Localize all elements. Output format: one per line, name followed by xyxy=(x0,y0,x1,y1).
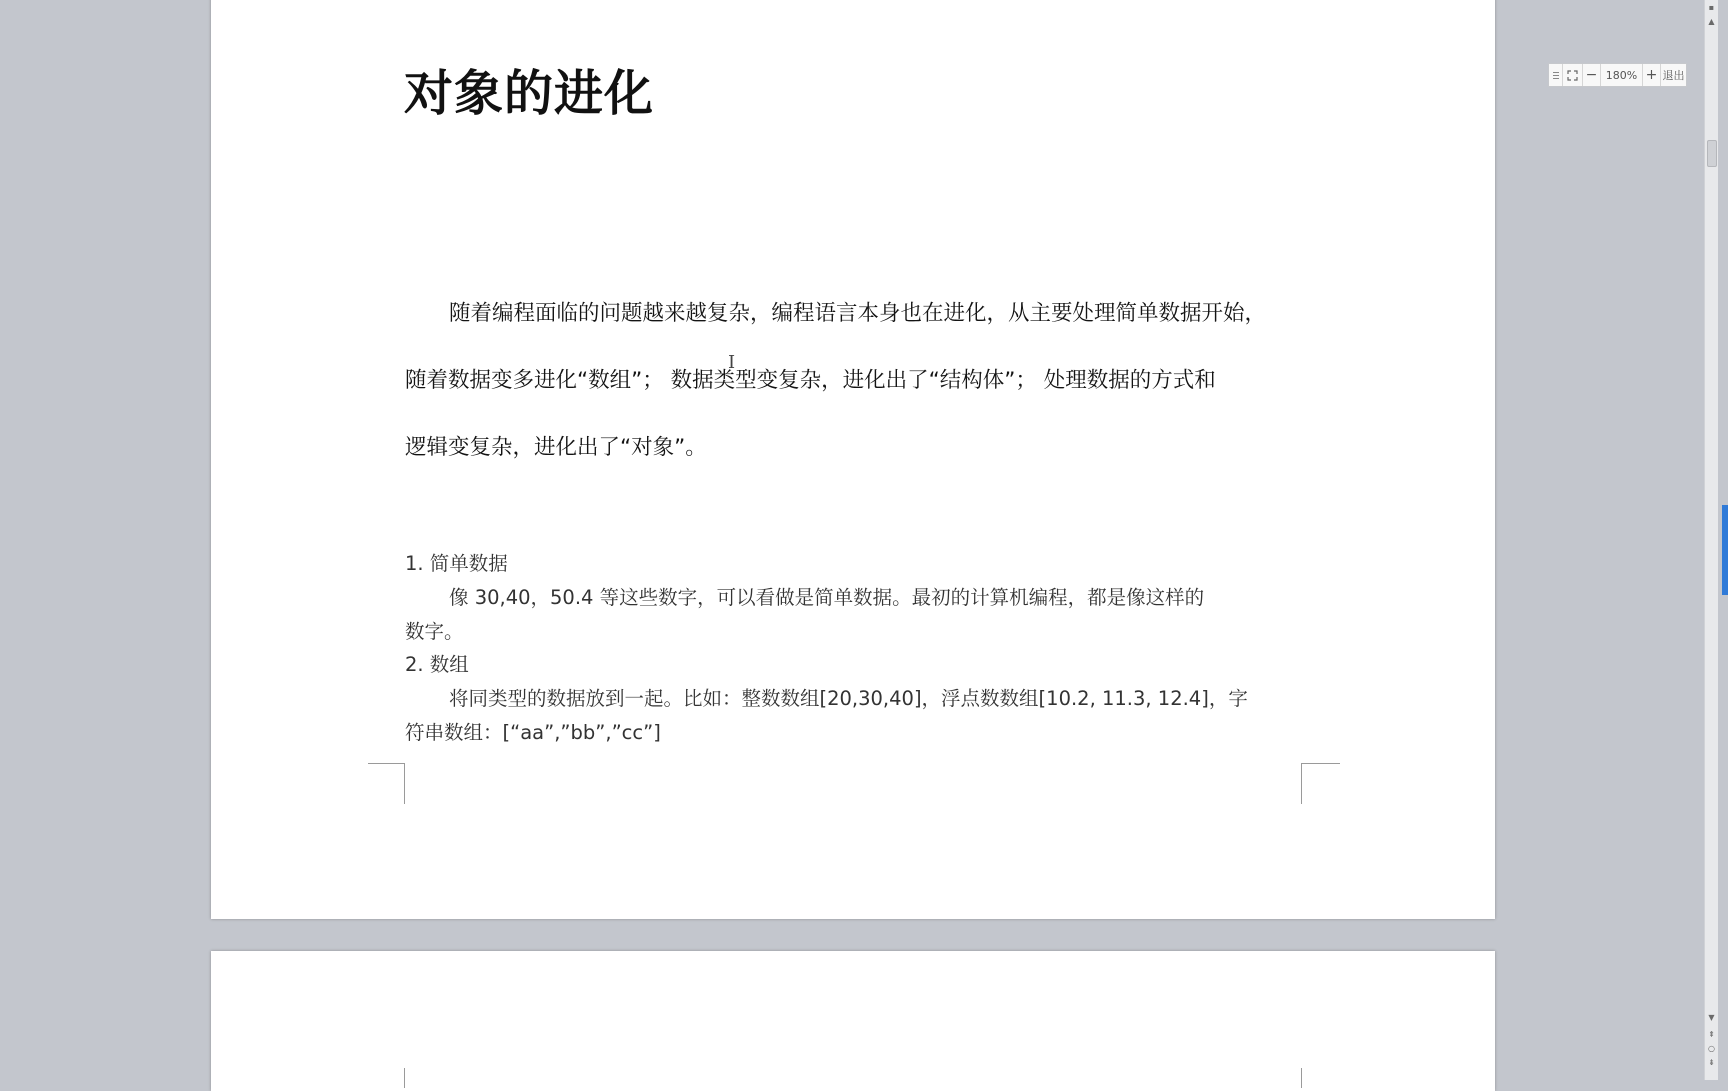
select-browse-object-icon[interactable]: ○ xyxy=(1708,1044,1715,1053)
next-page-icon[interactable]: ⇟ xyxy=(1708,1058,1715,1067)
vertical-scrollbar[interactable] xyxy=(1704,0,1718,1080)
zoom-in-button[interactable]: + xyxy=(1643,64,1661,86)
section-1-line-1: 像 30,40，50.4 等这些数字，可以看做是简单数据。最初的计算机编程，都是像这样的 xyxy=(449,586,1205,609)
scroll-up-arrow-icon[interactable]: ▲ xyxy=(1708,17,1715,26)
document-page-1 xyxy=(211,0,1495,919)
section-heading-simple-data: 1. 简单数据 xyxy=(405,552,508,575)
zoom-toolbar xyxy=(1548,63,1687,87)
document-page-2 xyxy=(211,951,1495,1091)
zoom-level: 180% xyxy=(1601,64,1643,86)
exit-fullscreen-button[interactable]: 退出 xyxy=(1662,69,1685,82)
crop-mark-top-right xyxy=(1301,1068,1303,1088)
scrollbar-thumb[interactable] xyxy=(1707,140,1717,167)
scroll-down-arrow-icon[interactable]: ▼ xyxy=(1708,1013,1715,1022)
scrollbar-options-icon[interactable]: ▪ xyxy=(1708,3,1715,12)
side-panel-toggle[interactable] xyxy=(1722,505,1728,595)
intro-line-1: 随着编程面临的问题越来越复杂，编程语言本身也在进化，从主要处理简单数据开始， xyxy=(449,301,1267,326)
intro-line-3: 逻辑变复杂，进化出了“对象”。 xyxy=(405,435,707,460)
previous-page-icon[interactable]: ⇞ xyxy=(1708,1030,1715,1039)
document-title: 对象的进化 xyxy=(404,65,655,122)
intro-line-2: 随着数据变多进化“数组”； 数据类型变复杂，进化出了“结构体”； 处理数据的方式和 xyxy=(405,368,1216,393)
section-1-line-2: 数字。 xyxy=(405,620,464,643)
section-2-line-1: 将同类型的数据放到一起。比如：整数数组[20,30,40]，浮点数数组[10.2, 11.3, 12.4]，字 xyxy=(449,687,1248,710)
menu-icon[interactable] xyxy=(1549,64,1563,86)
crop-mark-bottom-left xyxy=(368,763,405,804)
section-2-line-2: 符串数组：[“aa”,”bb”,”cc”] xyxy=(405,721,661,744)
text-cursor-icon: I xyxy=(728,352,736,373)
crop-mark-bottom-right xyxy=(1301,763,1340,804)
section-heading-array: 2. 数组 xyxy=(405,653,469,676)
fit-page-icon[interactable] xyxy=(1563,64,1583,86)
zoom-out-button[interactable]: − xyxy=(1583,64,1601,86)
crop-mark-top-left xyxy=(404,1068,406,1088)
